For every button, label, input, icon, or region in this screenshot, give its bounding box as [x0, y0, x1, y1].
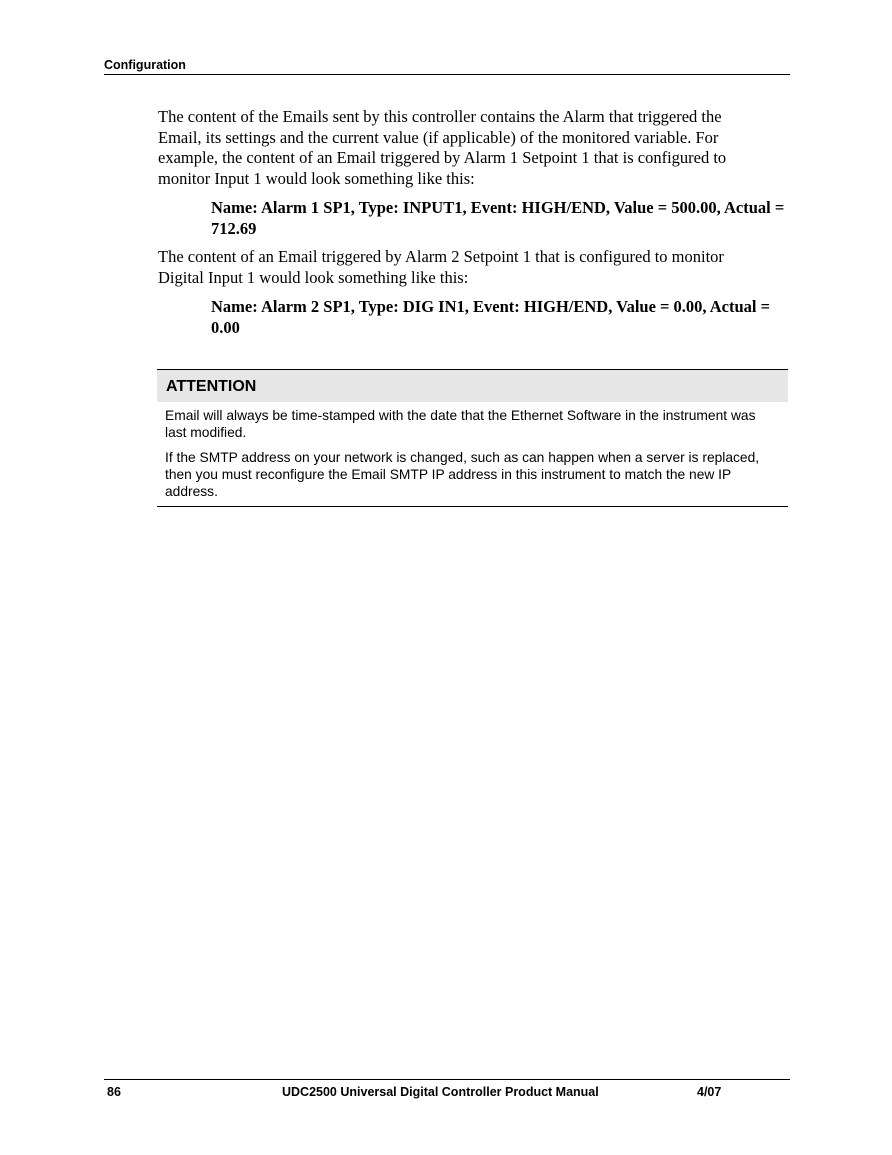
example-email-alarm2: Name: Alarm 2 SP1, Type: DIG IN1, Event: HIGH/END, Value = 0.00, Actual = 0.00	[211, 297, 771, 337]
page-number: 86	[107, 1085, 121, 1099]
page-header	[104, 58, 790, 75]
page-footer	[104, 1079, 790, 1101]
section-title: Configuration	[104, 58, 186, 72]
manual-title: UDC2500 Universal Digital Controller Product Manual	[282, 1085, 599, 1099]
paragraph-email-content: The content of the Emails sent by this controller contains the Alarm that triggered the Email, its settings and the current value (if applicable) of the monitored variable. For example, the content of an Email triggered by Alarm 1 Setpoint 1 that is configured to monitor Input 1 would look something like this:	[158, 107, 727, 188]
attention-title: ATTENTION	[157, 370, 788, 402]
example-email-alarm1: Name: Alarm 1 SP1, Type: INPUT1, Event: HIGH/END, Value = 500.00, Actual = 712.69	[211, 198, 785, 238]
paragraph-email-alarm2: The content of an Email triggered by Alarm 2 Setpoint 1 that is configured to monitor Digital Input 1 would look something like this:	[158, 247, 724, 287]
attention-note-smtp: If the SMTP address on your network is changed, such as can happen when a server is replaced, then you must reconfigure the Email SMTP IP address in this instrument to match the new IP address.	[165, 450, 760, 499]
revision-date: 4/07	[697, 1085, 722, 1099]
attention-note-timestamp: Email will always be time-stamped with the date that the Ethernet Software in the instrument was last modified.	[165, 408, 756, 440]
attention-box	[157, 369, 788, 507]
